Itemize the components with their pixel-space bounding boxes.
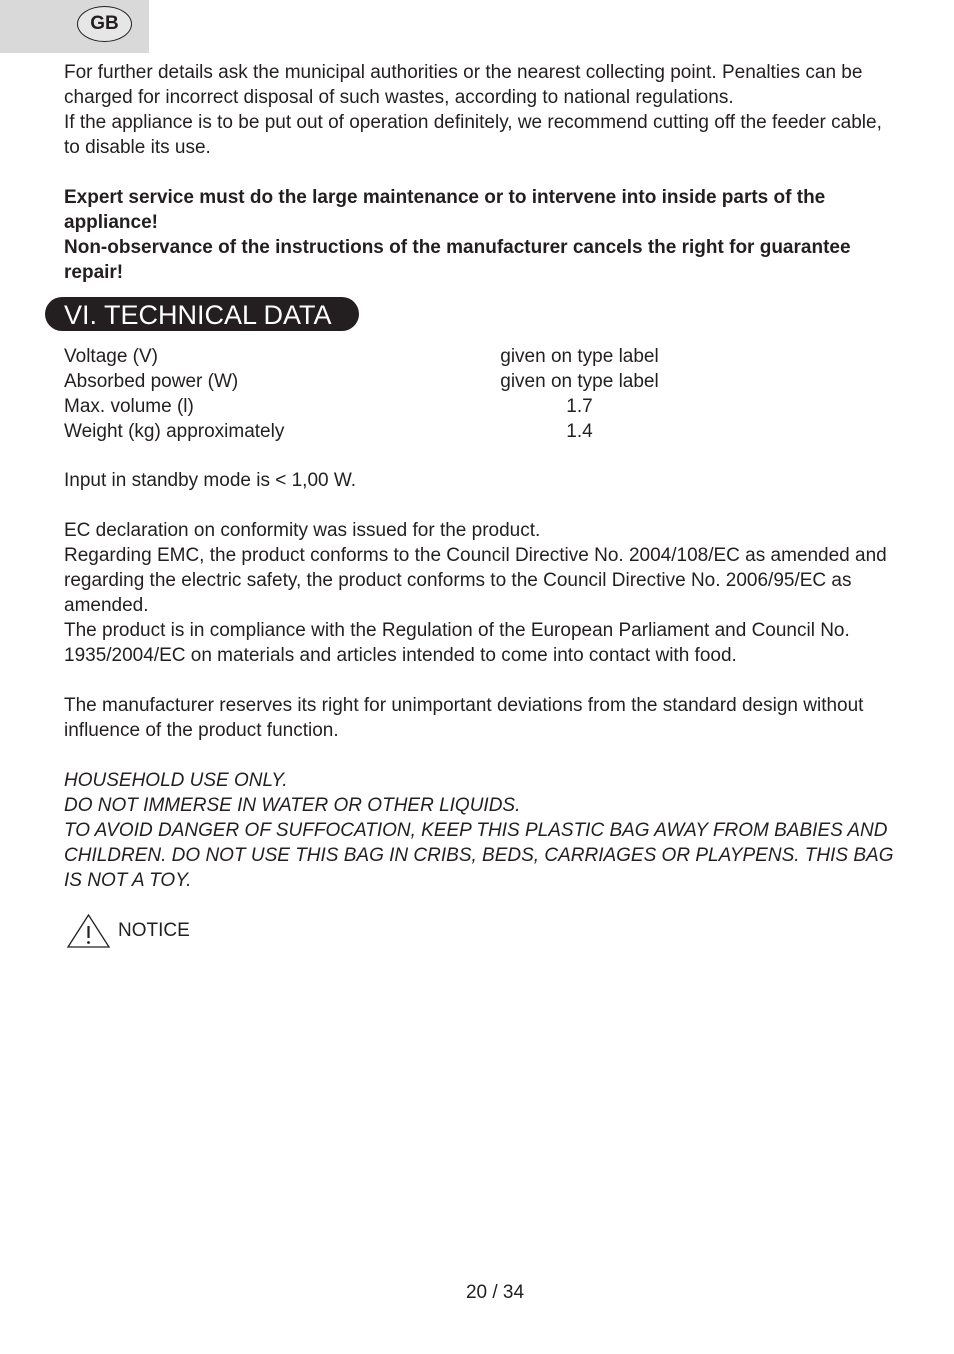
spec-label: Max. volume (l)	[64, 396, 194, 417]
notice	[66, 913, 190, 949]
spec-value: given on type label	[500, 371, 659, 392]
standby-text: Input in standby mode is < 1,00 W.	[64, 470, 357, 491]
disposal-text	[64, 60, 894, 285]
spec-label: Absorbed power (W)	[64, 371, 239, 392]
spec-value: 1.4	[566, 421, 593, 442]
spec-row	[64, 419, 764, 444]
warning-triangle-icon	[66, 913, 111, 949]
spec-row	[64, 394, 764, 419]
spec-row	[64, 344, 764, 369]
section-title: VI. TECHNICAL DATA	[45, 297, 359, 331]
guarantee-warning: Non-observance of the instructions of the manufacturer cancels the right for guarantee repair!	[64, 237, 851, 283]
disposal-paragraph: For further details ask the municipal authorities or the nearest collecting point. Penalties can be charged for incorrect disposal of such wastes, according to national regulations.	[64, 62, 863, 108]
page-number: 20 / 34	[465, 1282, 525, 1303]
suffocation-warning: TO AVOID DANGER OF SUFFOCATION, KEEP THIS PLASTIC BAG AWAY FROM BABIES AND CHILDREN. DO NOT USE THIS BAG IN CRIBS, BEDS, CARRIAGES OR PLAYPENS. THIS BAG IS NOT A TOY.	[64, 820, 894, 891]
conformity-text	[64, 468, 894, 893]
disposal-paragraph: If the appliance is to be put out of operation definitely, we recommend cutting off the feeder cable, to disable its use.	[64, 112, 882, 158]
header-corner	[0, 0, 149, 53]
household-warning: HOUSEHOLD USE ONLY.	[64, 770, 288, 791]
spec-value: given on type label	[500, 346, 659, 367]
spec-value: 1.7	[566, 396, 593, 417]
technical-data-table	[64, 344, 764, 444]
conformity-paragraph: EC declaration on conformity was issued for the product.	[64, 520, 541, 541]
manufacturer-text: The manufacturer reserves its right for unimportant deviations from the standard design without influence of the product function.	[64, 695, 864, 741]
language-badge: GB	[77, 6, 132, 42]
spec-label: Voltage (V)	[64, 346, 158, 367]
spec-label: Weight (kg) approximately	[64, 421, 285, 442]
spec-row	[64, 369, 764, 394]
immerse-warning: DO NOT IMMERSE IN WATER OR OTHER LIQUIDS.	[64, 795, 521, 816]
conformity-paragraph: The product is in compliance with the Regulation of the European Parliament and Council No. 1935/2004/EC on materials and articles intended to come into contact with food.	[64, 620, 850, 666]
expert-service-warning: Expert service must do the large maintenance or to intervene into inside parts of the appliance!	[64, 187, 826, 233]
conformity-paragraph: Regarding EMC, the product conforms to the Council Directive No. 2004/108/EC as amended and regarding the electric safety, the product conforms to the Council Directive No. 2006/95/EC as amended.	[64, 545, 887, 616]
notice-label: NOTICE	[118, 920, 190, 941]
